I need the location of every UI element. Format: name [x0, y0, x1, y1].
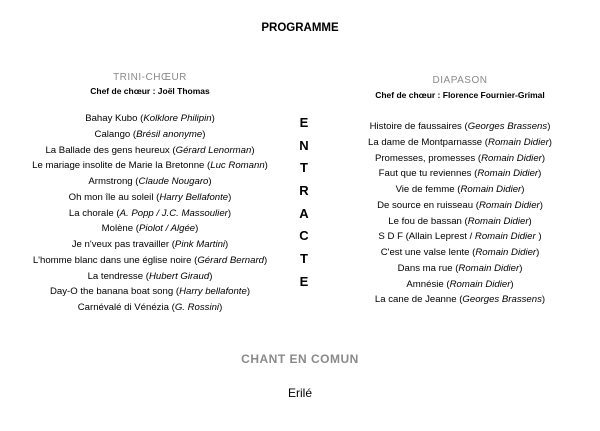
song-title: Vie de femme: [395, 184, 455, 195]
song-item: La tendresse (Hubert Giraud): [87, 270, 213, 282]
song-author: Harry bellafonte: [179, 286, 247, 298]
entracte-letter: N: [299, 137, 309, 153]
song-item: Le fou de bassan (Romain Didier): [388, 215, 532, 227]
song-item: Faut que tu reviennes (Romain Didier): [378, 168, 542, 180]
song-item: C'est une valse lente (Romain Didier): [380, 247, 540, 258]
song-item: Carnévalé di Vénézia (G. Rossini): [77, 302, 223, 313]
song-title: Dans ma rue: [397, 262, 453, 274]
song-author: Gérard Bernard: [197, 254, 264, 266]
song-item: Je n'veux pas travailler (Pink Martini): [71, 239, 229, 250]
song-title: Oh mon île au soleil: [68, 191, 154, 203]
song-author: Harry Bellafonte: [159, 191, 229, 203]
song-author: A. Popp / J.C. Massoulier: [119, 207, 228, 219]
song-author: Pink Martini: [174, 239, 226, 250]
song-author: Romain Didier: [475, 247, 537, 258]
song-title: Le fou de bassan: [388, 215, 462, 227]
song-item: Amnésie (Romain Didier): [406, 278, 514, 290]
song-item: La dame de Montparnasse (Romain Didier): [368, 136, 552, 148]
song-title: De source en ruisseau: [377, 199, 474, 211]
song-title: L'homme blanc dans une église noire: [32, 254, 192, 266]
song-item: Molène (Piolot / Algée): [101, 223, 199, 235]
left-song-list: [10, 111, 290, 316]
song-title: La dame de Montparnasse: [368, 136, 483, 148]
song-item: Vie de femme (Romain Didier): [395, 184, 525, 195]
song-author: Georges Brassens: [462, 294, 542, 306]
song-title: Bahay Kubo: [85, 113, 138, 124]
song-title: Calango: [94, 128, 131, 140]
song-author: Romain Didier: [477, 168, 539, 180]
song-item: La chorale (A. Popp / J.C. Massoulier): [68, 207, 232, 219]
song-item: La Ballade des gens heureux (Gérard Lenorman): [45, 144, 255, 156]
song-title: La tendresse: [87, 270, 144, 282]
song-author: Kolklore Philipin: [143, 113, 212, 124]
song-author: Piolot / Algée: [138, 223, 196, 235]
song-author: Hubert Giraud: [148, 270, 210, 282]
song-title: Je n'veux pas travailler: [71, 239, 170, 250]
song-author: Romain Didier: [449, 278, 511, 290]
entracte-letter: R: [299, 183, 309, 199]
entracte-letter: A: [299, 205, 309, 221]
song-item: De source en ruisseau (Romain Didier): [377, 199, 543, 211]
song-item: Calango (Brésil anonyme): [94, 128, 206, 140]
song-item: Le mariage insolite de Marie la Bretonne (Luc Romann): [32, 160, 268, 172]
song-title: Molène: [101, 223, 134, 235]
song-author: Romain Didier: [488, 136, 549, 148]
song-author: G. Rossini: [174, 302, 220, 313]
song-title: Armstrong: [88, 176, 133, 187]
song-title: La Ballade des gens heureux: [45, 144, 170, 156]
song-item: [325, 229, 595, 245]
final-song: Erilé: [287, 386, 312, 400]
chant-en-commun-heading: CHANT EN COMUN: [241, 352, 359, 366]
song-title: Le mariage insolite de Marie la Bretonne: [32, 160, 205, 172]
song-title: La chorale: [68, 207, 114, 219]
song-author: Gérard Lenorman: [175, 144, 252, 156]
song-author: Romain Didier: [467, 215, 529, 227]
song-title: C'est une valse lente: [380, 247, 470, 258]
left-choir-conductor: Chef de chœur : Joël Thomas: [90, 86, 210, 96]
song-author: Claude Nougaro: [138, 176, 209, 187]
song-author: Georges Brassens: [467, 121, 548, 132]
entracte-letter: T: [300, 251, 308, 267]
right-choir-conductor: Chef de chœur : Florence Fournier-Grimal: [375, 90, 545, 100]
song-item: Armstrong (Claude Nougaro): [88, 176, 212, 187]
song-item: La cane de Jeanne (Georges Brassens): [374, 294, 546, 306]
song-title: Faut que tu reviennes: [378, 168, 472, 180]
programme-title: PROGRAMME: [261, 22, 339, 34]
left-choir-name: TRINI-CHŒUR: [113, 72, 187, 83]
song-title: Amnésie: [406, 278, 444, 290]
song-author: Romain Didier: [474, 231, 536, 243]
song-author: Romain Didier: [478, 199, 540, 211]
song-item: L'homme blanc dans une église noire (Gérard Bernard): [32, 254, 268, 266]
entracte-letter: T: [300, 160, 308, 176]
song-closing: ): [538, 231, 542, 243]
entracte-letter: E: [299, 115, 309, 130]
song-title: Histoire de faussaires: [369, 121, 462, 132]
song-item: Oh mon île au soleil (Harry Bellafonte): [68, 191, 232, 203]
song-title: La cane de Jeanne: [374, 294, 457, 306]
entracte-letter: C: [299, 228, 309, 244]
song-title: Carnévalé di Vénézia: [77, 302, 169, 313]
entracte-vertical-label: [292, 112, 316, 294]
song-author: Luc Romann: [210, 160, 265, 172]
song-author: Romain Didier: [460, 184, 522, 195]
song-item: Histoire de faussaires (Georges Brassens): [369, 121, 551, 132]
song-item: Dans ma rue (Romain Didier): [397, 262, 523, 274]
song-item: Bahay Kubo (Kolklore Philipin): [85, 113, 215, 124]
song-author: Romain Didier: [481, 152, 542, 164]
right-choir-name: DIAPASON: [432, 75, 488, 86]
song-title: Promesses, promesses: [374, 152, 476, 164]
song-title: S D F (Allain Leprest /: [378, 231, 473, 243]
song-item: Promesses, promesses (Romain Didier): [374, 152, 546, 164]
song-title: Day-O the banana boat song: [49, 286, 174, 298]
song-item: Day-O the banana boat song (Harry bellafonte): [49, 286, 251, 298]
entracte-letter: E: [299, 273, 309, 289]
song-author: Brésil anonyme: [136, 128, 203, 140]
right-song-list: [325, 119, 595, 308]
song-author: Romain Didier: [458, 262, 520, 274]
